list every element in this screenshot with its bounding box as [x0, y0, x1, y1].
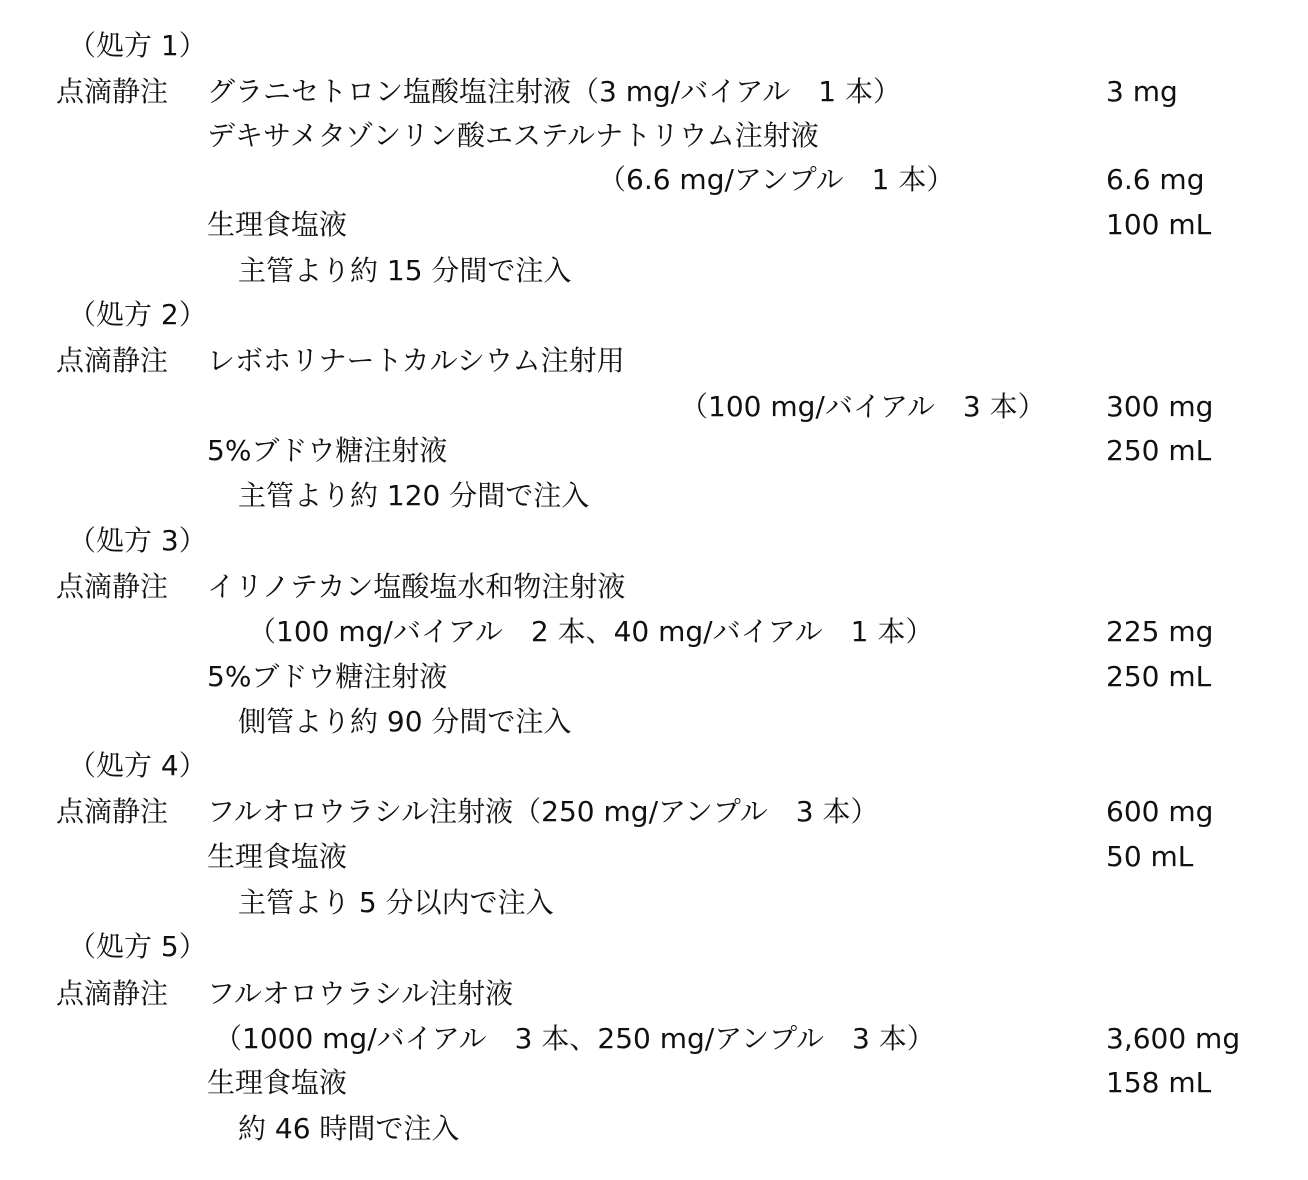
prescription-heading: （処方 2） — [68, 298, 207, 331]
administration-method: 点滴静注 — [56, 344, 169, 377]
drug-name: レボホリナートカルシウム注射用 — [207, 344, 625, 377]
drug-dose: 250 mL — [1106, 660, 1212, 693]
drug-dose: 3,600 mg — [1106, 1022, 1241, 1055]
drug-name: デキサメタゾンリン酸エステルナトリウム注射液 — [207, 119, 819, 152]
infusion-instruction: 約 46 時間で注入 — [238, 1112, 460, 1145]
drug-name: 生理食塩液 — [207, 840, 348, 873]
administration-method: 点滴静注 — [56, 570, 169, 603]
prescription-heading: （処方 5） — [68, 930, 207, 963]
drug-package: （1000 mg/バイアル 3 本、250 mg/アンプル 3 本） — [214, 1022, 935, 1055]
infusion-instruction: 主管より 5 分以内で注入 — [238, 886, 554, 919]
drug-name: 生理食塩液 — [207, 208, 348, 241]
drug-package: （100 mg/バイアル 2 本、40 mg/バイアル 1 本） — [248, 615, 934, 648]
prescription-heading: （処方 3） — [68, 524, 207, 557]
drug-dose: 6.6 mg — [1106, 163, 1205, 196]
drug-package: （6.6 mg/アンプル 1 本） — [598, 163, 955, 196]
drug-dose: 158 mL — [1106, 1066, 1212, 1099]
infusion-instruction: 側管より約 90 分間で注入 — [238, 705, 572, 738]
administration-method: 点滴静注 — [56, 795, 169, 828]
infusion-instruction: 主管より約 15 分間で注入 — [238, 254, 572, 287]
prescription-heading: （処方 4） — [68, 749, 207, 782]
drug-package: （100 mg/バイアル 3 本） — [680, 390, 1046, 423]
drug-name: イリノテカン塩酸塩水和物注射液 — [207, 570, 626, 603]
administration-method: 点滴静注 — [56, 977, 169, 1010]
drug-name: グラニセトロン塩酸塩注射液（3 mg/バイアル 1 本） — [207, 75, 901, 108]
drug-dose: 225 mg — [1106, 615, 1214, 648]
drug-dose: 50 mL — [1106, 840, 1194, 873]
drug-dose: 250 mL — [1106, 434, 1212, 467]
drug-dose: 3 mg — [1106, 75, 1178, 108]
drug-name: 5%ブドウ糖注射液 — [207, 660, 448, 693]
drug-name: 5%ブドウ糖注射液 — [207, 434, 448, 467]
drug-dose: 100 mL — [1106, 208, 1212, 241]
drug-dose: 600 mg — [1106, 795, 1214, 828]
infusion-instruction: 主管より約 120 分間で注入 — [238, 479, 590, 512]
drug-name: フルオロウラシル注射液 — [207, 977, 514, 1010]
drug-name: フルオロウラシル注射液（250 mg/アンプル 3 本） — [207, 795, 879, 828]
drug-name: 生理食塩液 — [207, 1066, 348, 1099]
drug-dose: 300 mg — [1106, 390, 1214, 423]
administration-method: 点滴静注 — [56, 75, 169, 108]
prescription-heading: （処方 1） — [68, 29, 207, 62]
